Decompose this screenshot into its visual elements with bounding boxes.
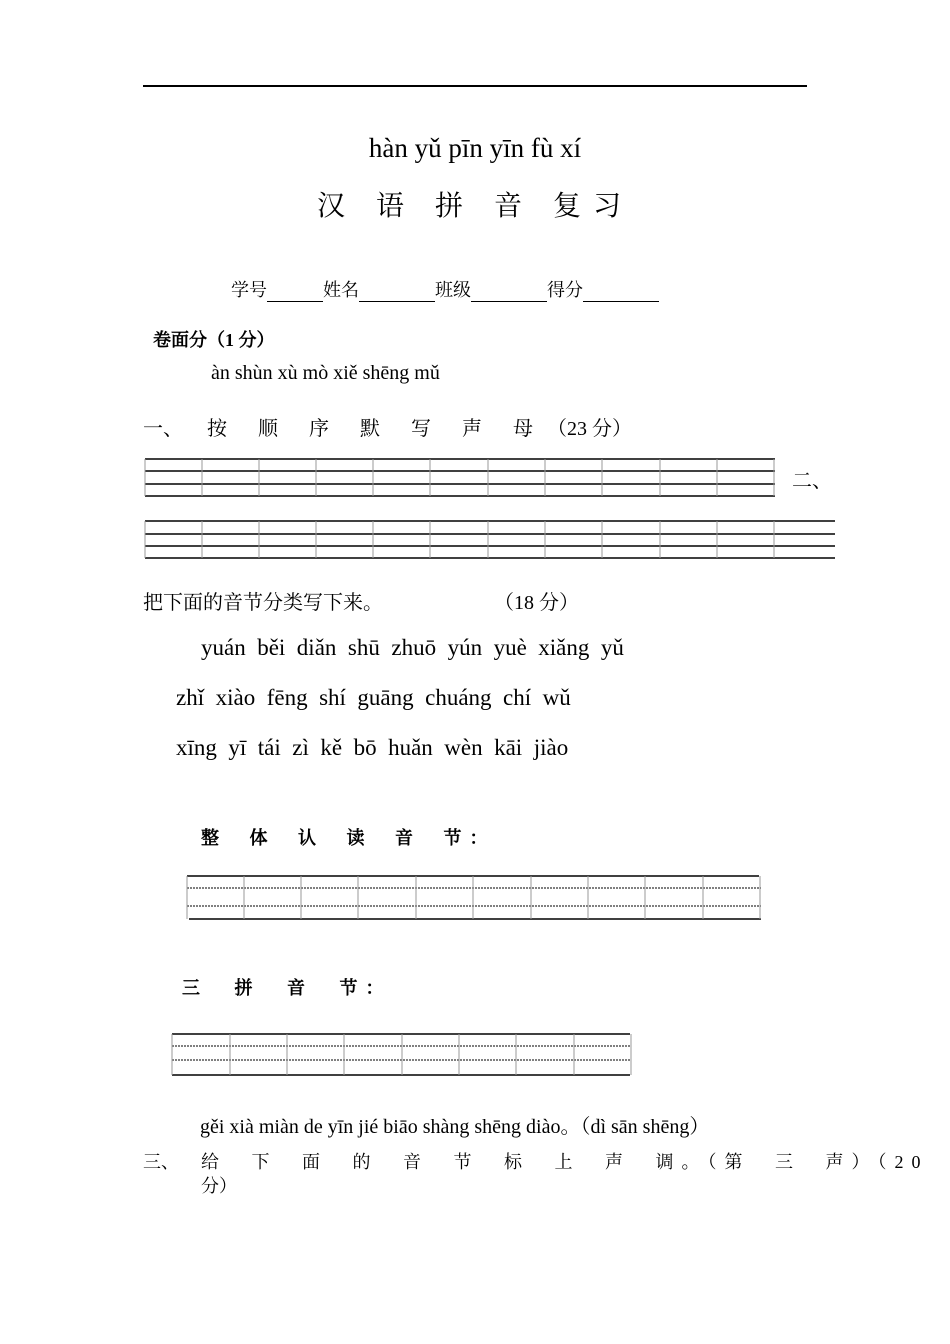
neatness-score: 卷面分（1 分）	[153, 330, 275, 350]
section1-label: 按 顺 序 默 写 声 母	[207, 418, 542, 440]
student-info-fields	[231, 276, 659, 302]
title-chinese: 汉 语 拼 音 复习	[316, 191, 633, 222]
title-pinyin: hàn yǔ pīn yīn fù xí	[368, 133, 582, 163]
syllable-row-1: yuán běi diǎn shū zhuō yún yuè xiǎng yǔ	[201, 635, 624, 660]
section1-number: 一、	[143, 418, 183, 440]
section3-pinyin: gěi xià miàn de yīn jié biāo shàng shēng diào。（dì sān shēng）	[200, 1116, 710, 1138]
section3-text-cont: 分）	[201, 1176, 237, 1196]
whole-reading-label: 整 体 认 读 音 节：	[201, 828, 496, 848]
xuehao-label: 学号	[231, 280, 267, 300]
three-spell-label: 三 拼 音 节：	[182, 978, 392, 998]
xingming-blank[interactable]	[359, 283, 435, 302]
writing-grid-1[interactable]	[143, 458, 779, 500]
xingming-label: 姓名	[323, 280, 359, 300]
banji-blank[interactable]	[471, 283, 547, 302]
section1-pinyin: àn shùn xù mò xiě shēng mǔ	[211, 362, 440, 384]
writing-grid-4[interactable]	[170, 1032, 634, 1078]
xuehao-blank[interactable]	[267, 283, 323, 302]
section2-number: 二、	[792, 470, 832, 492]
defen-blank[interactable]	[583, 283, 659, 302]
writing-grid-3[interactable]	[185, 874, 765, 922]
writing-grid-2[interactable]	[143, 520, 837, 562]
syllable-row-3: xīng yī tái zì kě bō huǎn wèn kāi jiào	[176, 735, 569, 760]
section2-instruction: 把下面的音节分类写下来。	[143, 592, 383, 614]
section1-score: （23 分）	[547, 418, 632, 440]
header-rule	[143, 85, 807, 87]
defen-label: 得分	[547, 280, 583, 300]
section3-text: 给 下 面 的 音 节 标 上 声 调。（第 三 声）（20	[201, 1152, 929, 1172]
syllable-row-2: zhǐ xiào fēng shí guāng chuáng chí wǔ	[176, 685, 571, 710]
banji-label: 班级	[435, 280, 471, 300]
section3-number: 三、	[143, 1152, 179, 1172]
section2-score: （18 分）	[494, 592, 579, 614]
